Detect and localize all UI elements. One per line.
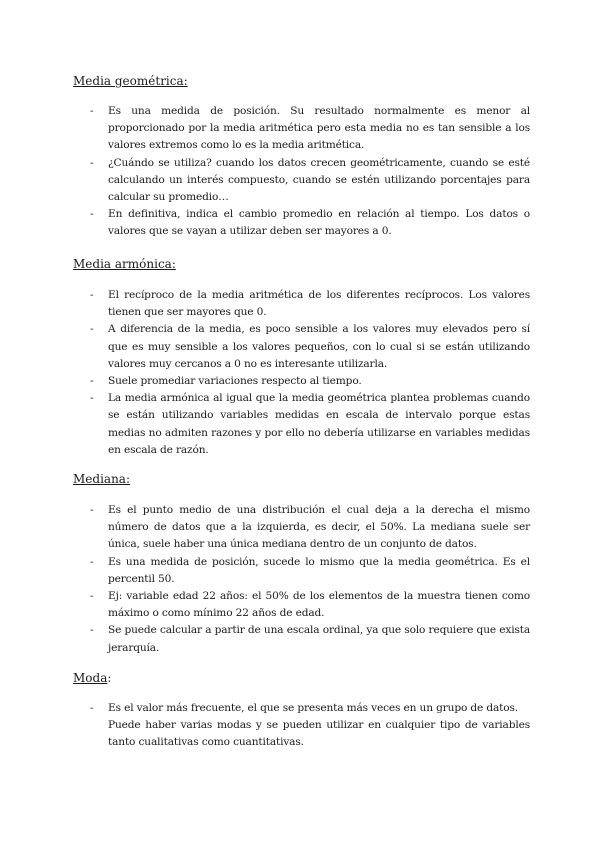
list-item: - La media armónica al igual que la media geométrica plantea problemas cuando se están utilizando variables medidas en escala de intervalo porque estas medias no admiten razones y por ello no debería utilizarse en variables medidas en escala de razón. [90, 392, 530, 456]
list-item: - Es una medida de posición. Su resultado normalmente es menor al proporcionado por la media aritmética pero esta media no es tan sensible a los valores extremos como lo es la media aritmética. [90, 105, 530, 152]
list-item: - ¿Cuándo se utiliza? cuando los datos crecen geométricamente, cuando se esté calculando un interés compuesto, cuando se estén utilizando porcentajes para calcular su promedio… [90, 156, 530, 204]
list-item: - Se puede calcular a partir de una escala ordinal, ya que solo requiere que exista jerarquía. [90, 624, 530, 654]
list-item: - A diferencia de la media, es poco sensible a los valores muy elevados pero sí que es muy sensible a los valores pequeños, con lo cual si se están utilizando valores muy cercanos a 0 no es interesante utilizarla. [90, 323, 530, 370]
list-item: - Es una medida de posición, sucede lo mismo que la media geométrica. Es el percentil 50. [90, 555, 530, 585]
heading-moda: Moda: [73, 671, 112, 685]
list-item: - Es el punto medio de una distribución el cual deja a la derecha el mismo número de datos que a la izquierda, es decir, el 50%. La mediana suele ser única, suele haber una única mediana dentro de un conjunto de datos. [90, 504, 530, 551]
heading-media-armonica: Media armónica: [73, 257, 176, 271]
list-item: - El recíproco de la media aritmética de los diferentes recíprocos. Los valores tienen que ser mayores que 0. [90, 289, 530, 319]
list-media-armonica [0, 287, 530, 459]
list-moda [0, 700, 530, 752]
heading-media-geometrica: Media geométrica: [73, 74, 188, 88]
list-mediana [0, 502, 530, 657]
list-media-geometrica [0, 103, 530, 241]
list-item: - Suele promediar variaciones respecto al tiempo. [90, 375, 362, 388]
list-item: - Es el valor más frecuente, el que se presenta más veces en un grupo de datos. Puede haber varias modas y se pueden utilizar en cualquier tipo de variables tanto cualitativas como cuantitativas. [90, 702, 530, 749]
list-item: - En definitiva, indica el cambio promedio en relación al tiempo. Los datos o valores que se vayan a utilizar deben ser mayores a 0. [90, 208, 530, 238]
heading-mediana: Mediana: [73, 472, 130, 486]
list-item: - Ej: variable edad 22 años: el 50% de los elementos de la muestra tienen como máximo o como mínimo 22 años de edad. [90, 590, 530, 620]
